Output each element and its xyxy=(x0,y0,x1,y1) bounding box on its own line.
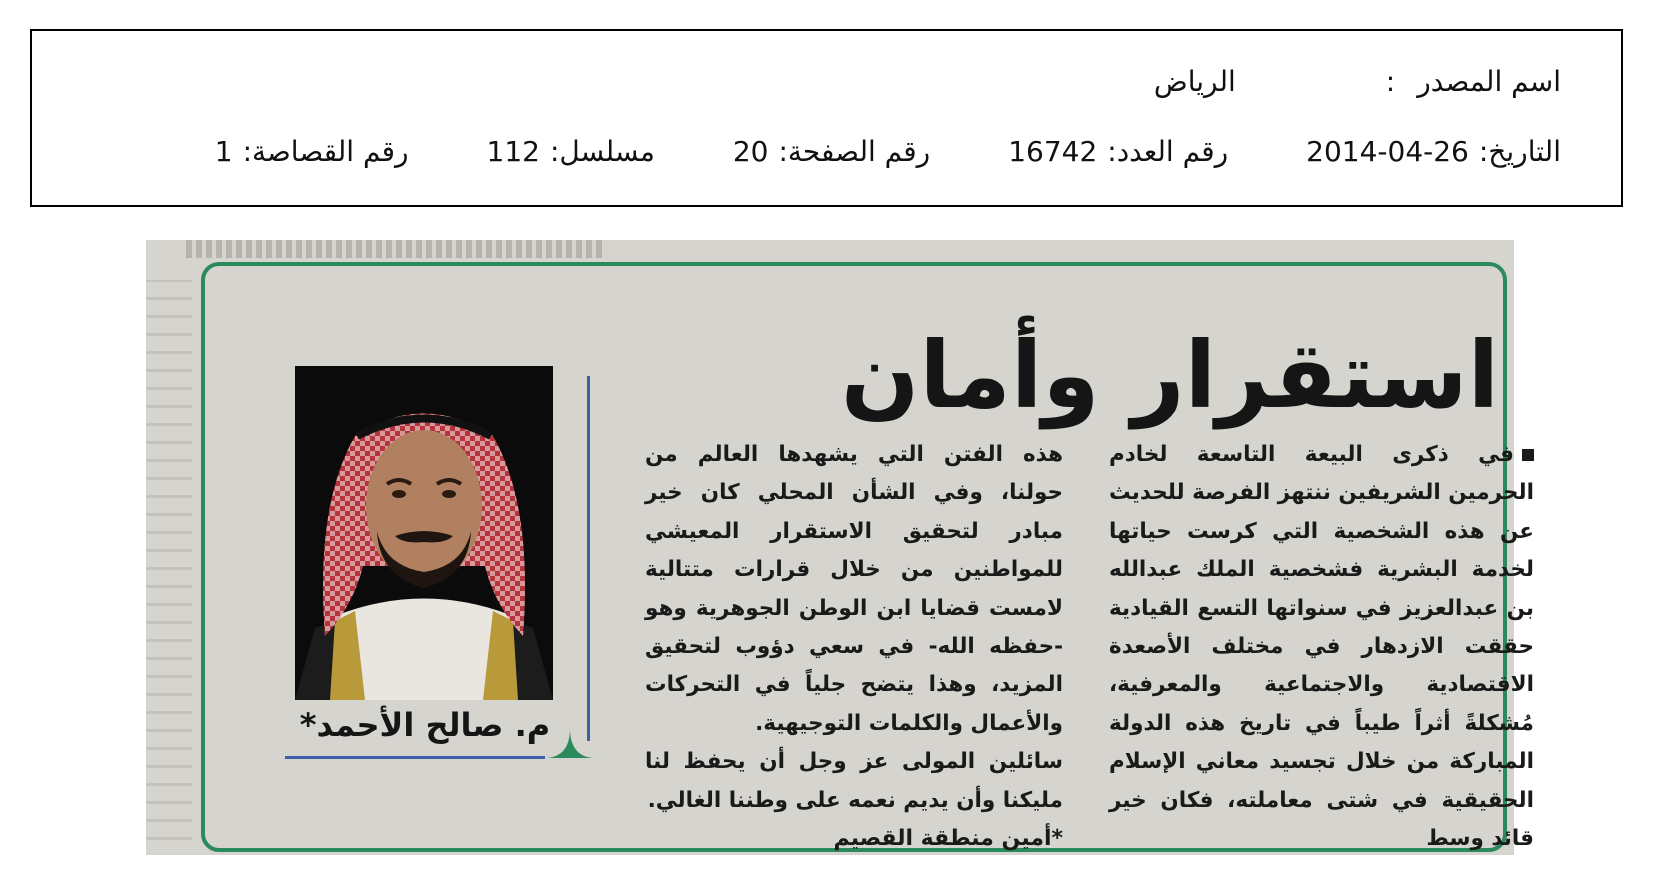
date-value: 2014-04-26 xyxy=(1306,135,1469,168)
cropped-neighbor-column xyxy=(146,280,192,840)
column-right-text: في ذكرى البيعة التاسعة لخادم الحرمين الشريفين ننتهز الفرصة للحديث عن هذه الشخصية التي كرست حياتها لخدمة البشرية فشخصية الملك عبدالله بن عبدالعزيز في سنواتها التسع القيادية حققت الازدهار في مختلف الأصعدة الاقتصادية والاجتماعية والمعرفية، مُشكلةً أثراً طيباً في تاريخ هذه الدولة المباركة من خلال تجسيد معاني الإسلام الحقيقية في شتى معاملته، فكان خير قائد وسط xyxy=(1109,442,1534,852)
green-arch-ornament xyxy=(547,728,593,758)
source-label: اسم المصدر xyxy=(1417,65,1561,98)
cropped-text-fragment xyxy=(186,240,606,258)
clipping-info-box xyxy=(30,29,1623,207)
serial-field xyxy=(487,135,655,168)
author-signoff: *أمين منطقة القصيم xyxy=(833,826,1063,852)
clipping-number-label: رقم القصاصة: xyxy=(242,135,409,168)
author-photo xyxy=(295,366,553,700)
clipping-number-value: 1 xyxy=(214,135,233,168)
author-underline xyxy=(285,756,545,759)
vertical-divider xyxy=(587,376,590,741)
issue-value: 16742 xyxy=(1008,135,1098,168)
column-middle-paragraph-2: سائلين المولى عز وجل أن يحفظ لنا مليكنا وأن يديم نعمه على وطننا الغالي. xyxy=(645,749,1063,813)
newspaper-clipping xyxy=(146,240,1534,855)
author-portrait-image xyxy=(295,366,553,700)
article-column-middle xyxy=(645,436,1063,858)
article-frame xyxy=(201,262,1534,852)
date-field xyxy=(1306,135,1561,168)
source-value: الرياض xyxy=(1153,65,1236,98)
source-row xyxy=(72,65,1561,98)
article-headline: استقرار وأمان xyxy=(840,322,1500,429)
author-name: م. صالح الأحمد* xyxy=(299,706,551,744)
serial-value: 112 xyxy=(486,135,540,168)
page-label: رقم الصفحة: xyxy=(778,135,931,168)
bullet-square-icon xyxy=(1522,449,1534,461)
page-value: 20 xyxy=(732,135,769,168)
serial-label: مسلسل: xyxy=(549,135,655,168)
date-label: التاريخ: xyxy=(1478,135,1561,168)
issue-field xyxy=(1008,135,1228,168)
source-colon: : xyxy=(1385,65,1396,98)
column-middle-paragraph-1: هذه الفتن التي يشهدها العالم من حولنا، وفي الشأن المحلي كان خير مبادر لتحقيق الاستقرار المعيشي للمواطنين من خلال قرارات متتالية لامست قضايا ابن الوطن الجوهرية وهو -حفظه الله- في سعي دؤوب لتحقيق المزيد، وهذا يتضح جلياً في التحركات والأعمال والكلمات التوجيهية. xyxy=(645,442,1063,736)
article-column-right xyxy=(1109,436,1534,858)
page-field xyxy=(733,135,930,168)
clipping-number-field xyxy=(215,135,409,168)
issue-label: رقم العدد: xyxy=(1107,135,1229,168)
metadata-row xyxy=(72,135,1561,168)
